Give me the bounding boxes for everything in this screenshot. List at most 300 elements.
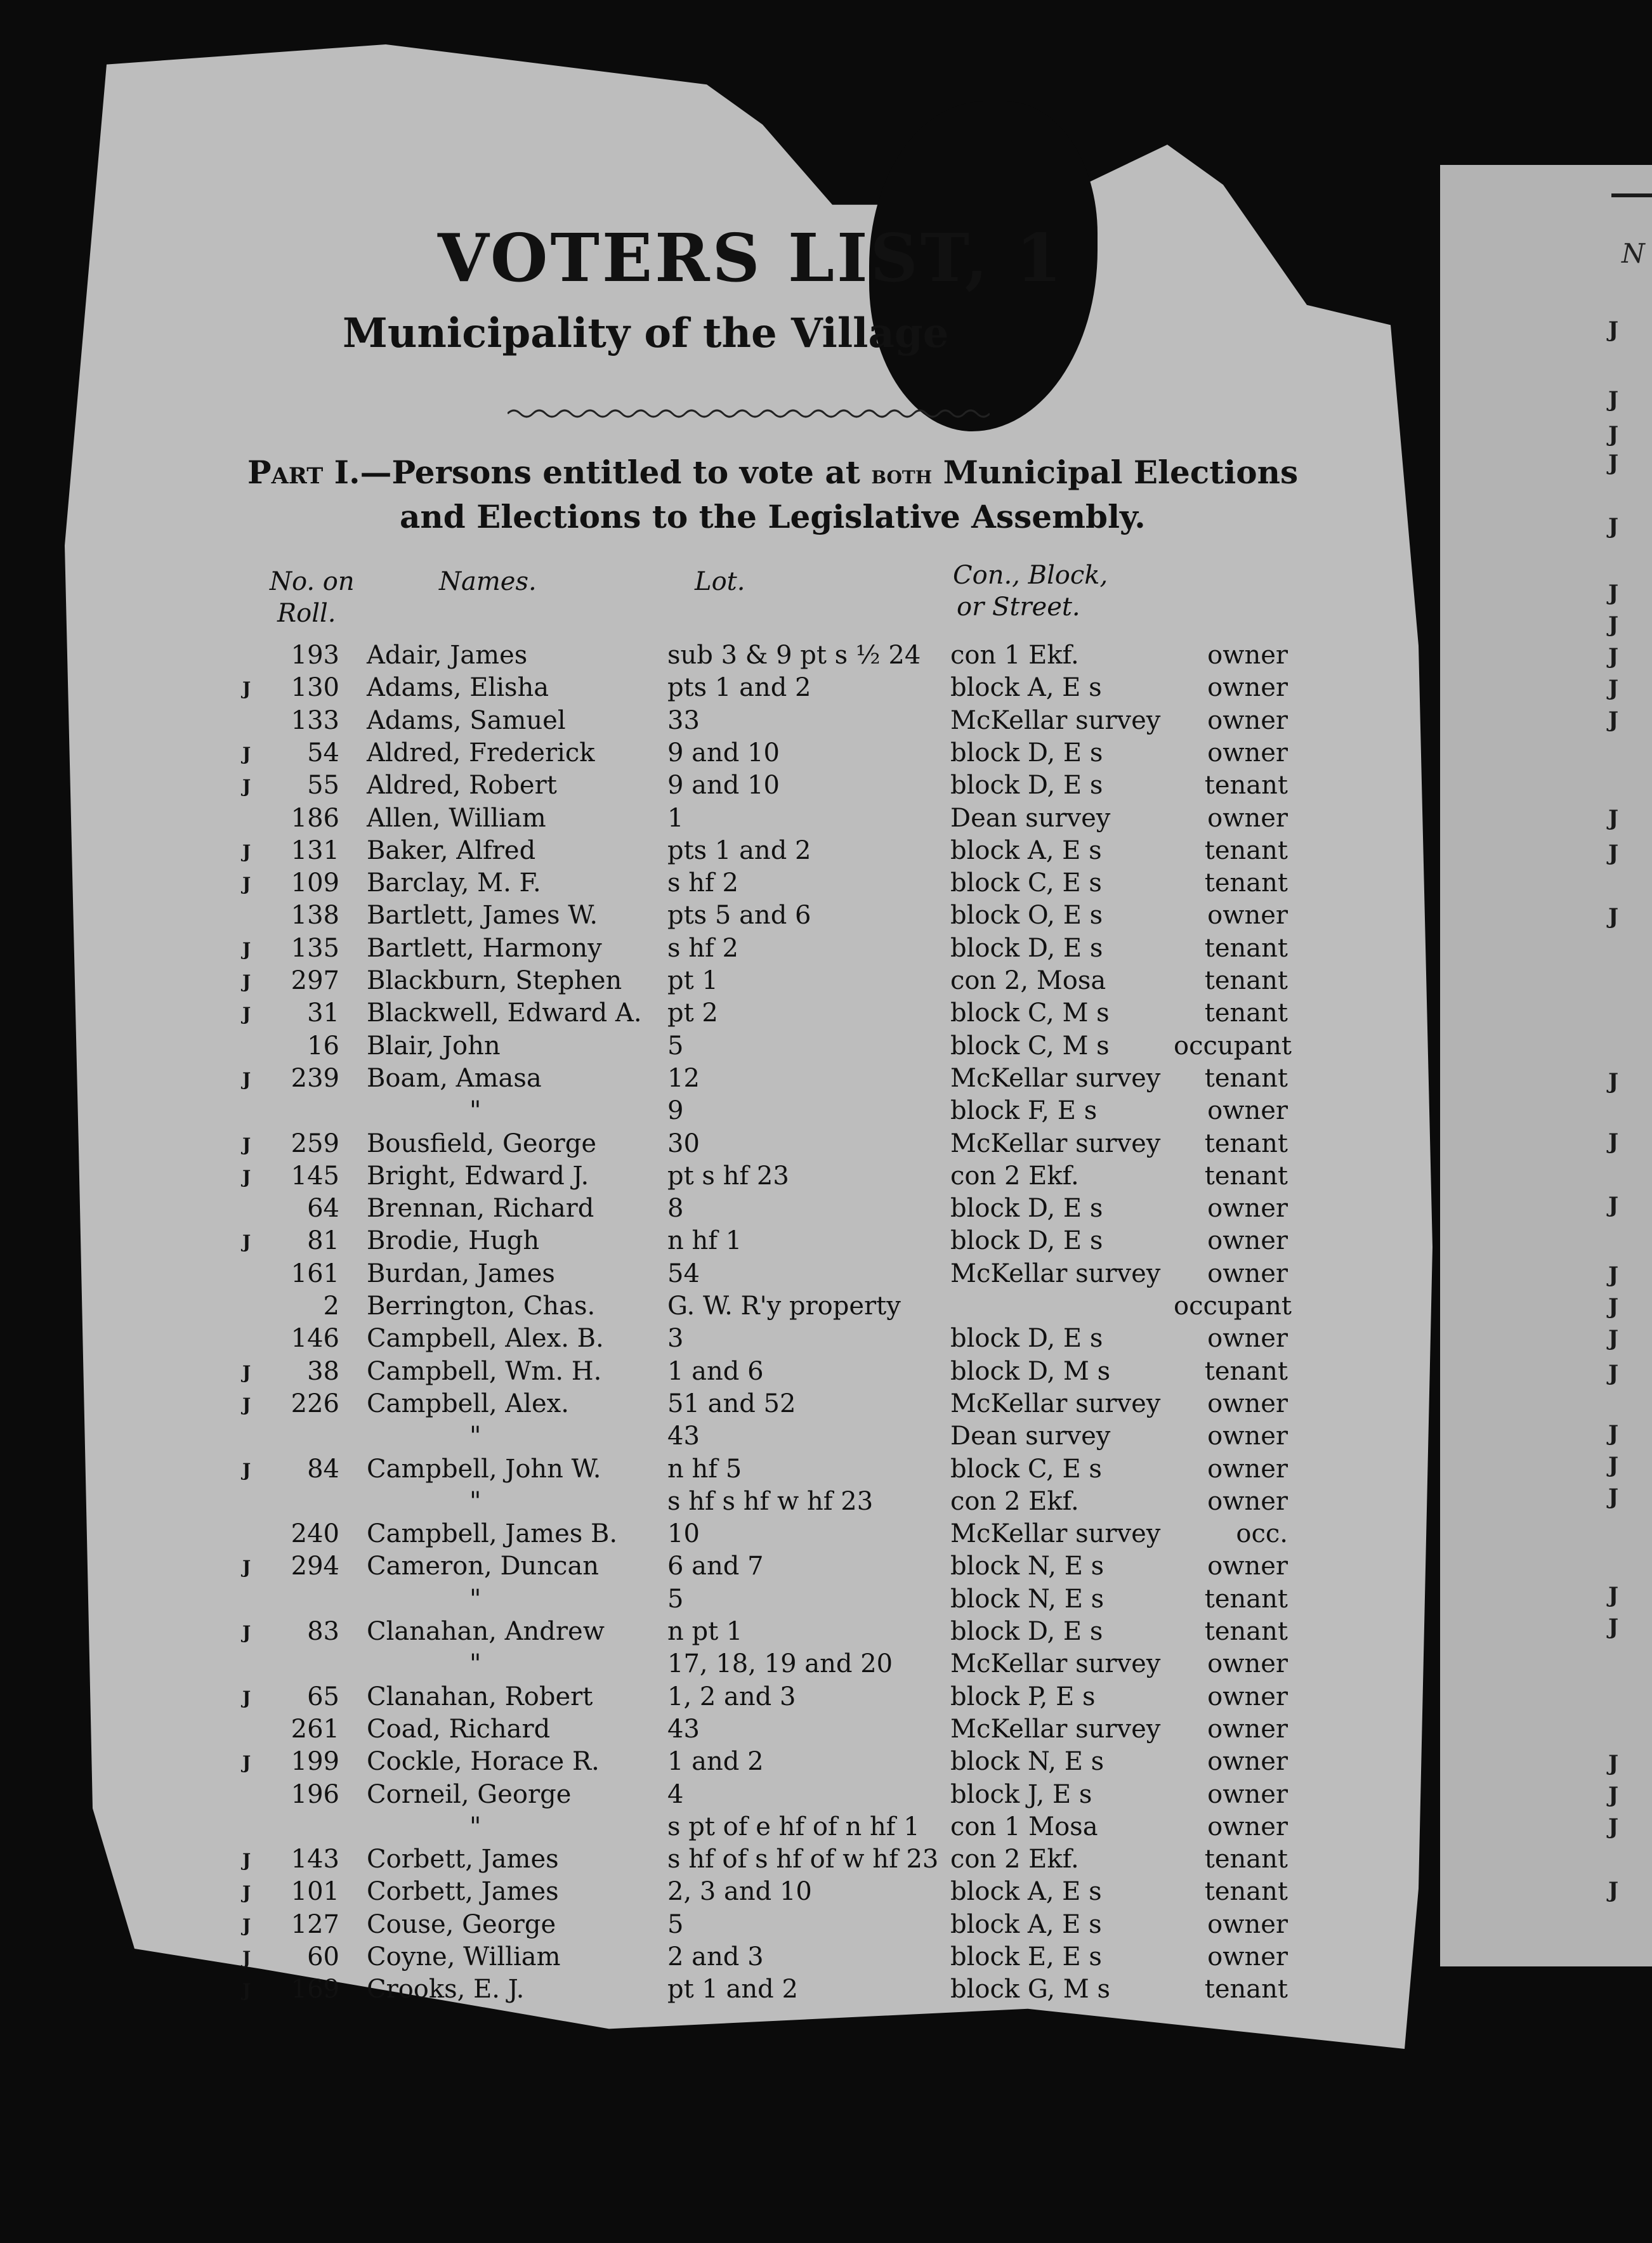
table-row — [0, 1975, 1396, 2006]
page-subtitle: Municipality of the Village — [343, 310, 949, 357]
con-block-street: block O, E s — [950, 901, 1103, 931]
column-header-con-line1: Con., Block, — [953, 561, 1108, 590]
roll-number: 297 — [291, 966, 339, 995]
table-row — [0, 1715, 1396, 1746]
lot: G. W. R'y property — [667, 1292, 901, 1321]
voter-name: Barclay, M. F. — [367, 868, 541, 898]
roll-number: 145 — [291, 1161, 339, 1191]
tenure: owner — [1207, 1942, 1288, 1972]
lot: 5 — [667, 1584, 684, 1614]
lot: n pt 1 — [667, 1617, 743, 1646]
roll-number: 31 — [307, 998, 339, 1028]
con-block-street: block G, M s — [950, 1975, 1110, 2004]
part-both: both — [871, 460, 933, 490]
tenure: tenant — [1204, 933, 1288, 963]
adjacent-juror-mark: J — [1608, 450, 1619, 476]
voter-name: Corbett, James — [367, 1877, 559, 1907]
con-block-street: McKellar survey — [950, 1714, 1161, 1744]
roll-number: 261 — [291, 1714, 339, 1744]
con-block-street: block D, E s — [950, 933, 1103, 963]
con-block-street: McKellar survey — [950, 1649, 1161, 1679]
lot: 2 and 3 — [667, 1942, 764, 1972]
tenure: owner — [1207, 1812, 1288, 1841]
voter-name: Blair, John — [367, 1031, 501, 1061]
con-block-street: con 2 Ekf. — [950, 1486, 1079, 1516]
lot: 30 — [667, 1128, 700, 1158]
lot: s pt of e hf of n hf 1 — [667, 1812, 920, 1841]
juror-mark: J — [242, 776, 251, 797]
tenure: owner — [1207, 1486, 1288, 1516]
tenure: occupant — [1174, 1031, 1292, 1061]
table-row — [0, 1129, 1396, 1161]
roll-number: 135 — [291, 933, 339, 963]
juror-mark: J — [242, 1394, 251, 1415]
voter-name: Aldred, Robert — [367, 771, 557, 801]
juror-mark: J — [242, 678, 251, 700]
juror-mark: J — [242, 1882, 251, 1904]
adjacent-juror-mark: J — [1608, 1583, 1619, 1608]
lot: 17, 18, 19 and 20 — [667, 1649, 893, 1679]
voter-name: Coyne, William — [367, 1942, 561, 1972]
adjacent-page-header: N — [1622, 238, 1645, 269]
table-row — [0, 1031, 1396, 1063]
roll-number: 169 — [291, 1975, 339, 2004]
lot: s hf 2 — [667, 868, 738, 898]
adjacent-juror-mark: J — [1608, 1193, 1619, 1218]
juror-mark: J — [242, 1752, 251, 1774]
tenure: occupant — [1174, 1292, 1292, 1321]
column-header-con-line2: or Street. — [957, 592, 1080, 622]
table-row — [0, 998, 1396, 1030]
con-block-street: block A, E s — [950, 673, 1102, 703]
juror-mark: J — [242, 1166, 251, 1187]
lot: pt 1 — [667, 966, 718, 995]
roll-number: 81 — [307, 1226, 339, 1256]
juror-mark: J — [242, 743, 251, 764]
lot: 3 — [667, 1324, 684, 1354]
con-block-street: con 1 Mosa — [950, 1812, 1098, 1841]
roll-number: 133 — [291, 705, 339, 735]
con-block-street: Dean survey — [950, 803, 1111, 833]
tenure: owner — [1207, 1454, 1288, 1484]
voter-name: " — [469, 1584, 482, 1614]
column-header-no-line2: Roll. — [277, 599, 336, 628]
column-header-no-line1: No. on — [270, 567, 355, 596]
juror-mark: J — [242, 1231, 251, 1253]
tenure: owner — [1207, 1324, 1288, 1354]
voter-name: Blackburn, Stephen — [367, 966, 622, 995]
tenure: owner — [1207, 705, 1288, 735]
voter-name: " — [469, 1422, 482, 1451]
voter-name: Campbell, Wm. H. — [367, 1356, 602, 1386]
con-block-street: Dean survey — [950, 1422, 1111, 1451]
lot: s hf 2 — [667, 933, 738, 963]
lot: pts 1 and 2 — [667, 673, 811, 703]
con-block-street: McKellar survey — [950, 1128, 1161, 1158]
lot: 8 — [667, 1194, 684, 1224]
voter-name: Blackwell, Edward A. — [367, 998, 642, 1028]
adjacent-juror-mark: J — [1608, 1814, 1619, 1840]
juror-mark: J — [242, 840, 251, 862]
tenure: tenant — [1204, 1584, 1288, 1614]
table-row — [0, 1877, 1396, 1909]
voter-name: Bartlett, Harmony — [367, 933, 602, 963]
table-row — [0, 1161, 1396, 1193]
voter-name: Campbell, John W. — [367, 1454, 601, 1484]
tenure: tenant — [1204, 1128, 1288, 1158]
lot: 51 and 52 — [667, 1389, 796, 1418]
voter-name: Campbell, Alex. — [367, 1389, 569, 1418]
adjacent-juror-mark: J — [1608, 1421, 1619, 1446]
con-block-street: block N, E s — [950, 1584, 1105, 1614]
adjacent-juror-mark: J — [1608, 1453, 1619, 1478]
lot: 54 — [667, 1259, 700, 1288]
table-row — [0, 706, 1396, 738]
tenure: owner — [1207, 1259, 1288, 1288]
adjacent-juror-mark: J — [1608, 676, 1619, 701]
lot: 5 — [667, 1031, 684, 1061]
tenure: owner — [1207, 1389, 1288, 1418]
voter-name: Clanahan, Robert — [367, 1682, 593, 1711]
juror-mark: J — [242, 938, 251, 960]
roll-number: 146 — [291, 1324, 339, 1354]
voter-name: Bright, Edward J. — [367, 1161, 589, 1191]
lot: 1 — [667, 803, 684, 833]
roll-number: 161 — [291, 1259, 339, 1288]
voter-name: Brodie, Hugh — [367, 1226, 540, 1256]
table-row — [0, 1747, 1396, 1779]
table-row — [0, 868, 1396, 900]
tenure: owner — [1207, 738, 1288, 768]
roll-number: 199 — [291, 1747, 339, 1777]
roll-number: 54 — [307, 738, 339, 768]
juror-mark: J — [242, 1134, 251, 1155]
con-block-street: block D, E s — [950, 1324, 1103, 1354]
lot: 1, 2 and 3 — [667, 1682, 796, 1711]
adjacent-juror-mark: J — [1608, 1614, 1619, 1640]
table-row — [0, 1845, 1396, 1876]
roll-number: 109 — [291, 868, 339, 898]
table-row — [0, 1226, 1396, 1258]
juror-mark: J — [242, 1687, 251, 1708]
table-row — [0, 1357, 1396, 1389]
table-row — [0, 1389, 1396, 1421]
adjacent-juror-mark: J — [1608, 904, 1619, 929]
roll-number: 186 — [291, 803, 339, 833]
table-row — [0, 1552, 1396, 1583]
con-block-street: block D, E s — [950, 771, 1103, 801]
tenure: tenant — [1204, 771, 1288, 801]
con-block-street: block D, E s — [950, 738, 1103, 768]
tenure: owner — [1207, 1226, 1288, 1256]
lot: 2, 3 and 10 — [667, 1877, 812, 1907]
voter-name: Bartlett, James W. — [367, 901, 598, 931]
voter-name: Cockle, Horace R. — [367, 1747, 600, 1777]
part-line-2: and Elections to the Legislative Assembly. — [400, 498, 1146, 535]
column-header-con — [953, 559, 1108, 623]
con-block-street: block A, E s — [950, 835, 1102, 865]
voter-name: Berrington, Chas. — [367, 1292, 596, 1321]
tenure: tenant — [1204, 998, 1288, 1028]
con-block-street: block D, E s — [950, 1226, 1103, 1256]
roll-number: 138 — [291, 901, 339, 931]
con-block-street: block A, E s — [950, 1909, 1102, 1939]
tenure: owner — [1207, 901, 1288, 931]
roll-number: 130 — [291, 673, 339, 703]
table-row — [0, 673, 1396, 705]
roll-number: 294 — [291, 1552, 339, 1581]
juror-mark: J — [242, 1459, 251, 1481]
lot: 12 — [667, 1063, 700, 1093]
voter-name: Corneil, George — [367, 1779, 572, 1809]
roll-number: 143 — [291, 1845, 339, 1874]
lot: 10 — [667, 1519, 700, 1549]
adjacent-juror-mark: J — [1608, 806, 1619, 831]
voter-name: Corbett, James — [367, 1845, 559, 1874]
tenure: owner — [1207, 803, 1288, 833]
table-row — [0, 1682, 1396, 1714]
roll-number: 84 — [307, 1454, 339, 1484]
adjacent-juror-mark: J — [1608, 1751, 1619, 1776]
tenure: owner — [1207, 1422, 1288, 1451]
tenure: occ. — [1236, 1519, 1288, 1549]
tenure: owner — [1207, 1779, 1288, 1809]
lot: pt s hf 23 — [667, 1161, 789, 1191]
part-label: Part I. — [247, 454, 360, 491]
lot: 33 — [667, 705, 700, 735]
roll-number: 60 — [307, 1942, 339, 1972]
roll-number: 16 — [307, 1031, 339, 1061]
tenure: tenant — [1204, 966, 1288, 995]
column-header-names: Names. — [439, 567, 537, 596]
column-header-lot: Lot. — [695, 567, 745, 596]
adjacent-juror-mark: J — [1608, 1294, 1619, 1319]
lot: pts 5 and 6 — [667, 901, 811, 931]
juror-mark: J — [242, 873, 251, 895]
page-title: VOTERS LIST, 1 — [438, 219, 1065, 297]
voter-name: Burdan, James — [367, 1259, 555, 1288]
table-row — [0, 1649, 1396, 1681]
lot: pt 2 — [667, 998, 718, 1028]
roll-number: 83 — [307, 1617, 339, 1646]
roll-number: 240 — [291, 1519, 339, 1549]
tenure: tenant — [1204, 1356, 1288, 1386]
juror-mark: J — [242, 1622, 251, 1643]
juror-mark: J — [242, 1004, 251, 1025]
voter-name: Boam, Amasa — [367, 1063, 542, 1093]
table-row — [0, 1422, 1396, 1453]
adjacent-juror-mark: J — [1608, 612, 1619, 638]
roll-number: 131 — [291, 835, 339, 865]
table-row — [0, 1096, 1396, 1128]
tenure: tenant — [1204, 1845, 1288, 1874]
table-row — [0, 641, 1396, 672]
con-block-street: McKellar survey — [950, 705, 1161, 735]
table-row — [0, 1324, 1396, 1356]
tenure: owner — [1207, 1682, 1288, 1711]
adjacent-juror-mark: J — [1608, 387, 1619, 412]
adjacent-juror-mark: J — [1608, 840, 1619, 866]
roll-number: 64 — [307, 1194, 339, 1224]
table-row — [0, 901, 1396, 932]
juror-mark: J — [242, 1947, 251, 1968]
con-block-street: block E, E s — [950, 1942, 1102, 1972]
voter-name: Clanahan, Andrew — [367, 1617, 605, 1646]
lot: s hf of s hf of w hf 23 — [667, 1845, 939, 1874]
voter-name: Adams, Samuel — [367, 705, 566, 735]
con-block-street: McKellar survey — [950, 1389, 1161, 1418]
tenure: tenant — [1204, 1617, 1288, 1646]
adjacent-juror-mark: J — [1608, 1484, 1619, 1510]
lot: pt 1 and 2 — [667, 1975, 798, 2004]
lot: n hf 1 — [667, 1226, 742, 1256]
table-row — [0, 1455, 1396, 1486]
voter-name: " — [469, 1649, 482, 1679]
part-heading — [247, 452, 1299, 538]
juror-mark: J — [242, 1361, 251, 1383]
con-block-street: block P, E s — [950, 1682, 1096, 1711]
voter-name: Cameron, Duncan — [367, 1552, 600, 1581]
lot: 1 and 2 — [667, 1747, 764, 1777]
tenure: tenant — [1204, 1877, 1288, 1907]
tenure: owner — [1207, 1909, 1288, 1939]
con-block-street: con 2, Mosa — [950, 966, 1106, 995]
tenure: tenant — [1204, 835, 1288, 865]
table-row — [0, 934, 1396, 965]
voter-name: Aldred, Frederick — [367, 738, 595, 768]
con-block-street: block A, E s — [950, 1877, 1102, 1907]
adjacent-juror-mark: J — [1608, 514, 1619, 539]
adjacent-juror-mark: J — [1608, 707, 1619, 733]
tenure: owner — [1207, 1096, 1288, 1126]
con-block-street: block D, E s — [950, 1617, 1103, 1646]
roll-number: 196 — [291, 1779, 339, 1809]
adjacent-juror-mark: J — [1608, 1129, 1619, 1154]
con-block-street: McKellar survey — [950, 1259, 1161, 1288]
con-block-street: block D, M s — [950, 1356, 1111, 1386]
con-block-street: McKellar survey — [950, 1063, 1161, 1093]
adjacent-page-rule — [1611, 193, 1652, 197]
tenure: tenant — [1204, 1063, 1288, 1093]
lot: 5 — [667, 1909, 684, 1939]
adjacent-juror-mark: J — [1608, 1262, 1619, 1288]
adjacent-juror-mark: J — [1608, 580, 1619, 606]
lot: 4 — [667, 1779, 684, 1809]
con-block-street: block N, E s — [950, 1747, 1105, 1777]
table-row — [0, 1585, 1396, 1616]
voter-name: Adams, Elisha — [367, 673, 549, 703]
table-row — [0, 1194, 1396, 1226]
juror-mark: J — [242, 1850, 251, 1871]
con-block-street: block N, E s — [950, 1552, 1105, 1581]
voter-name: Brennan, Richard — [367, 1194, 594, 1224]
con-block-street: block C, E s — [950, 1454, 1102, 1484]
wavy-divider — [508, 406, 990, 421]
roll-number: 239 — [291, 1063, 339, 1093]
part-text-b: Municipal Elections — [943, 454, 1299, 491]
tenure: owner — [1207, 1714, 1288, 1744]
juror-mark: J — [242, 971, 251, 992]
voter-name: Adair, James — [367, 641, 528, 670]
lot: 43 — [667, 1714, 700, 1744]
table-row — [0, 1910, 1396, 1942]
adjacent-page — [1440, 165, 1652, 1966]
tenure: owner — [1207, 1552, 1288, 1581]
lot: 1 and 6 — [667, 1356, 764, 1386]
lot: pts 1 and 2 — [667, 835, 811, 865]
con-block-street: con 1 Ekf. — [950, 641, 1079, 670]
voter-name: Coad, Richard — [367, 1714, 551, 1744]
lot: sub 3 & 9 pt s ½ 24 — [667, 641, 921, 670]
voter-name: " — [469, 1812, 482, 1841]
con-block-street: block C, E s — [950, 868, 1102, 898]
con-block-street: block C, M s — [950, 1031, 1110, 1061]
table-row — [0, 1064, 1396, 1095]
lot: n hf 5 — [667, 1454, 742, 1484]
roll-number: 101 — [291, 1877, 339, 1907]
lot: 43 — [667, 1422, 700, 1451]
voter-name: Campbell, Alex. B. — [367, 1324, 604, 1354]
con-block-street: block C, M s — [950, 998, 1110, 1028]
table-row — [0, 771, 1396, 802]
con-block-street: block J, E s — [950, 1779, 1092, 1809]
tenure: owner — [1207, 1194, 1288, 1224]
tenure: owner — [1207, 1747, 1288, 1777]
roll-number: 38 — [307, 1356, 339, 1386]
table-row — [0, 1519, 1396, 1551]
juror-mark: J — [242, 1914, 251, 1936]
adjacent-juror-mark: J — [1608, 1878, 1619, 1903]
juror-mark: J — [242, 1557, 251, 1578]
tenure: tenant — [1204, 1161, 1288, 1191]
table-row — [0, 966, 1396, 998]
lot: s hf s hf w hf 23 — [667, 1486, 874, 1516]
adjacent-juror-mark: J — [1608, 1326, 1619, 1351]
roll-number: 55 — [307, 771, 339, 801]
con-block-street: block D, E s — [950, 1194, 1103, 1224]
tenure: owner — [1207, 1649, 1288, 1679]
juror-mark: J — [242, 1980, 251, 2001]
lot: 9 — [667, 1096, 684, 1126]
lot: 6 and 7 — [667, 1552, 764, 1581]
adjacent-juror-mark: J — [1608, 1782, 1619, 1808]
tenure: tenant — [1204, 868, 1288, 898]
table-row — [0, 1259, 1396, 1291]
roll-number: 259 — [291, 1128, 339, 1158]
con-block-street: con 2 Ekf. — [950, 1845, 1079, 1874]
table-row — [0, 1780, 1396, 1812]
lot: 9 and 10 — [667, 771, 780, 801]
part-text-a: —Persons entitled to vote at — [360, 454, 860, 491]
adjacent-juror-mark: J — [1608, 644, 1619, 669]
adjacent-juror-mark: J — [1608, 317, 1619, 343]
lot: 9 and 10 — [667, 738, 780, 768]
tenure: owner — [1207, 641, 1288, 670]
voter-name: Allen, William — [367, 803, 546, 833]
voter-name: Campbell, James B. — [367, 1519, 618, 1549]
voter-name: Crooks, E. J. — [367, 1975, 525, 2004]
voter-name: Bousfield, George — [367, 1128, 597, 1158]
voter-name: " — [469, 1096, 482, 1126]
roll-number: 226 — [291, 1389, 339, 1418]
con-block-street: block F, E s — [950, 1096, 1098, 1126]
roll-number: 193 — [291, 641, 339, 670]
voter-name: Baker, Alfred — [367, 835, 536, 865]
juror-mark: J — [242, 1068, 251, 1090]
column-header-no — [270, 566, 355, 629]
table-row — [0, 836, 1396, 868]
adjacent-juror-mark: J — [1608, 1069, 1619, 1094]
